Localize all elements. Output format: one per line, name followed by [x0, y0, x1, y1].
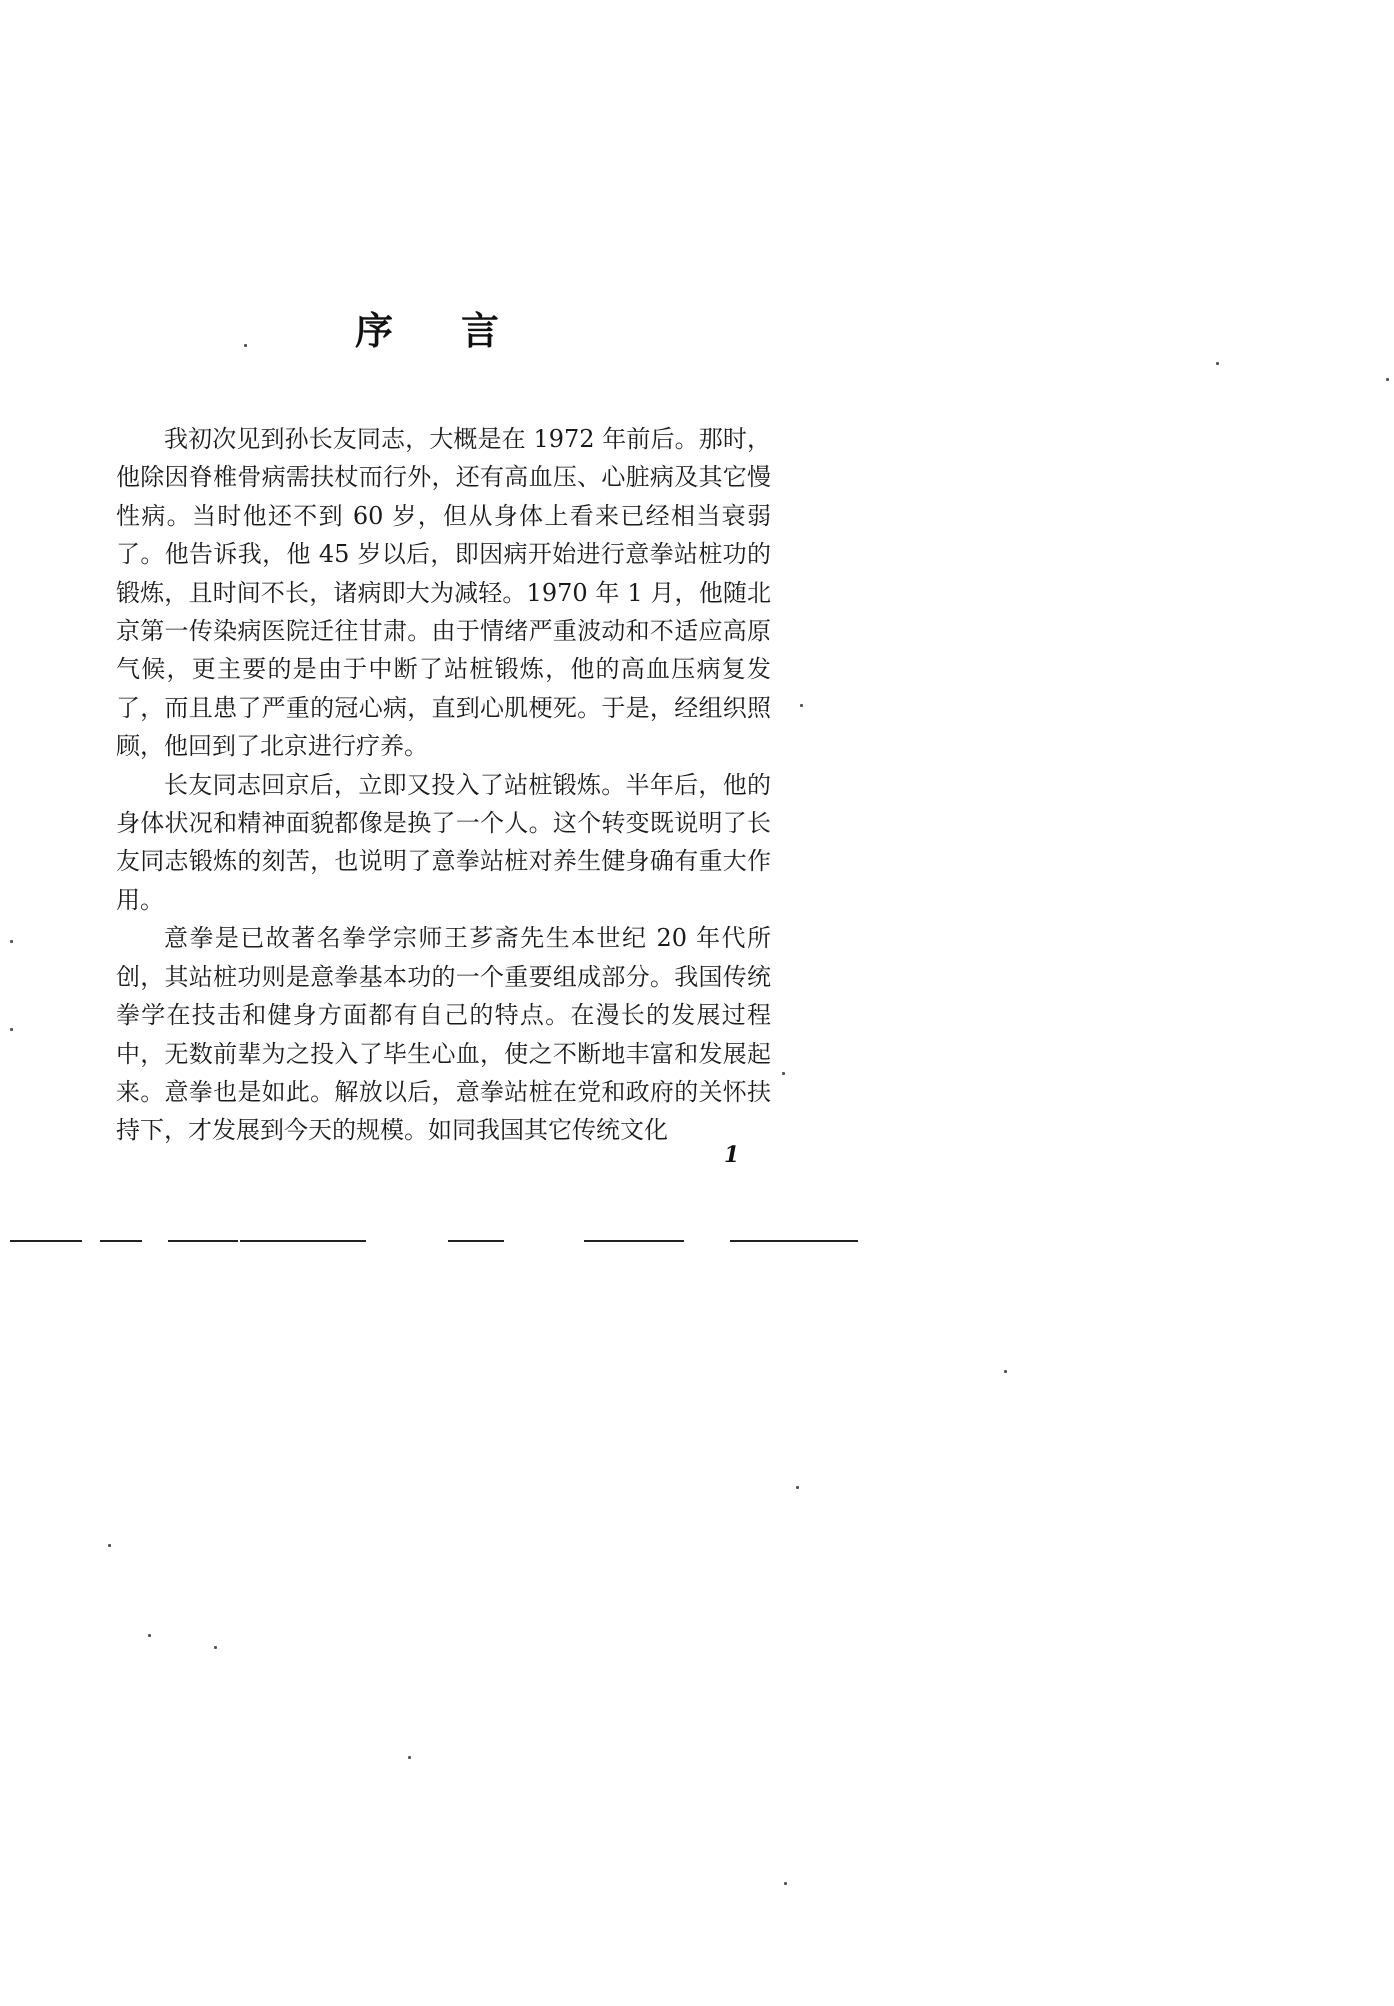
scan-speck: [214, 1646, 217, 1649]
body-text: [116, 420, 771, 1150]
paragraph-3: 意拳是已故著名拳学宗师王芗斋先生本世纪 20 年代所创，其站桩功则是意拳基本功的一个重要组成部分。我国传统拳学在技击和健身方面都有自己的特点。在漫长的发展过程中，无数前辈为之投入了毕生心血，使之不断地丰富和发展起来。意拳也是如此。解放以后，意拳站桩在党和政府的关怀扶持下，才发展到今天的规模。如同我国其它传统文化: [116, 924, 771, 1145]
page-number: 1: [724, 1142, 740, 1168]
scan-speck: [784, 1882, 787, 1885]
scan-speck: [408, 1756, 411, 1759]
scan-speck: [800, 704, 803, 707]
paragraph-2: 长友同志回京后，立即又投入了站桩锻炼。半年后，他的身体状况和精神面貌都像是换了一个人。这个转变既说明了长友同志锻炼的刻苦，也说明了意拳站桩对养生健身确有重大作用。: [116, 770, 771, 914]
scan-rule-segment: [584, 1240, 684, 1242]
scan-speck: [148, 1634, 151, 1637]
page-title: [355, 300, 499, 355]
scan-speck: [244, 344, 247, 347]
scan-speck: [782, 1072, 785, 1075]
scan-rule-segment: [100, 1240, 142, 1242]
scan-rule-segment: [448, 1240, 504, 1242]
title-char-2: 言: [461, 309, 500, 353]
scan-speck: [108, 1544, 111, 1547]
scan-speck: [10, 1028, 13, 1031]
scan-rule-segment: [240, 1240, 366, 1242]
scan-speck: [10, 940, 13, 943]
scan-speck: [1004, 1370, 1007, 1373]
scan-speck: [1216, 362, 1219, 365]
scan-rule-segment: [730, 1240, 858, 1242]
scan-speck: [796, 1486, 799, 1489]
title-char-1: 序: [355, 309, 394, 353]
paragraph-1: 我初次见到孙长友同志，大概是在 1972 年前后。那时，他除因脊椎骨病需扶杖而行外，还有高血压、心脏病及其它慢性病。当时他还不到 60 岁，但从身体上看来已经相当衰弱了。他告诉我，他 45 岁以后，即因病开始进行意拳站桩功的锻炼，且时间不长，诸病即大为减轻。1970 年 1 月，他随北京第一传染病医院迁往甘肃。由于情绪严重波动和不适应高原气候，更主要的是由于中断了站桩锻炼，他的高血压病复发了，而且患了严重的冠心病，直到心肌梗死。于是，经组织照顾，他回到了北京进行疗养。: [116, 425, 771, 761]
scan-speck: [1386, 378, 1389, 381]
scan-rule-segment: [10, 1240, 82, 1242]
scan-rule-segment: [168, 1240, 238, 1242]
